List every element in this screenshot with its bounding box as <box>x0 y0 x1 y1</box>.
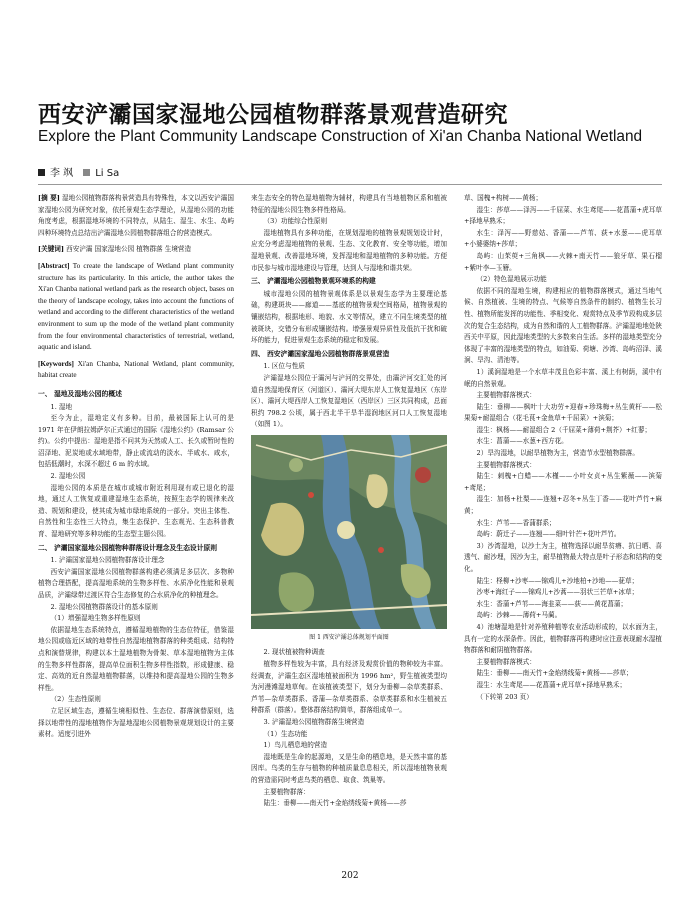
list-item: 岛屿：蔚迁子——连翘——细叶针芒+花叶芦竹。 <box>476 530 621 539</box>
paragraph: 陆生：垂柳——南天竹+金焰绣线菊+黄杨——莎 <box>263 799 407 808</box>
abstract-block <box>38 193 234 382</box>
list-item: 陆生：柽柳+沙枣——锦鸡儿+沙地柏+沙地——莸草； <box>476 576 639 585</box>
list-item: 水生：芦苇——香蒲群系； <box>476 518 556 527</box>
column-3 <box>464 193 662 703</box>
subheading: 主要植物群落模式： <box>476 657 536 666</box>
subheading: 2. 湿地公园 <box>50 472 86 481</box>
section-heading: 四、 西安浐灞国家湿地公园植物群落景观营造 <box>251 349 390 358</box>
list-item: 湿生：莎草——泽泻——千屈菜、水生鸢尾——花菖蒲+虎耳草+择地早熟禾； <box>464 205 662 226</box>
subheading: 1. 区位与性质 <box>263 362 305 371</box>
paragraph: 城市湿地公园的植物景观体系是以景观生态学为主要理论基础，构建斑块——廊道——基底的植物景观空间格局，植物景观的镶嵌结构，根据地形、地貌、水文等情况，建立不同生境类型的植被斑块，交错分布形成镶嵌结构。增强景观异质性及低抗干扰和破坏的能力，促进景观生态系统的稳定和发展。 <box>251 289 447 345</box>
figure-caption: 图 1 西安浐灞总体规划平面图 <box>309 633 389 641</box>
subheading: 1）鸟儿栖息地的营造 <box>263 741 328 750</box>
subheading: 1. 浐灞国家湿地公园植物群落设计理念 <box>50 556 165 565</box>
park-plan-map <box>251 435 447 629</box>
section-heading: 一、 湿地及湿地公园的概述 <box>38 389 122 398</box>
subheading: （2）生态性原则 <box>50 695 101 704</box>
abstract-cn: 湿地公园植物群落构景营造具有特殊性，本文以西安浐灞国家湿地公园为研究对象，依托景观生态学理论，从湿地公园的功能角度考虑，根据湿地环境的不同特点，从陆生、湿生、水生、岛屿四种环境特点总结出浐灞湿地公园植物群落组合的营造模式。 <box>38 194 234 237</box>
list-item: 湿生：枫杨——耐湿组合 2（千屈菜+薄荷+荆芥）+红蓼； <box>476 425 652 434</box>
paragraph: 来生态安全的特色湿地植物为辅材，构建具有当地植物区系和植被特征的湿地公园生物多样性格局。 <box>251 194 447 214</box>
paragraph: 立足区域生态，遵循生境相似性、生态位、群落演替原则，选择以地带性的湿地植物作为湿地湿地公园植物景观规划设计的主要素材。适度引进外 <box>38 706 234 739</box>
authors <box>38 164 119 179</box>
author-en: Li Sa <box>95 168 120 179</box>
subheading: （3）功能综合性原则 <box>263 217 328 226</box>
author-cn: 李 飒 <box>50 168 74 179</box>
paragraph: 浐灞湿地公园位于灞河与浐河的交界处，由灞浐河交汇处的河道自然湿地保育区（河道区）、灞河大堤东岸人工恢复湿地区（东岸区）、灞河大堤西岸人工恢复湿地区（西岸区）三区共同构成，总面积约 798.2 公顷，属于西北半干旱半湿润地区河口人工恢复湿地（如图 1）。 <box>251 373 447 429</box>
continued-note: （下转第 203 页） <box>476 692 533 701</box>
subheading: （2）特色湿地展示功能 <box>476 275 547 284</box>
section-heading: 三、 浐灞湿地公园植物景观环境系的构建 <box>251 277 376 286</box>
list-item: 岛屿：沙棘——薄荷+马蔺。 <box>476 611 562 620</box>
column-2 <box>251 193 447 810</box>
paragraph: 4）池塘湿地是针对养殖种植等农业活动形成的，以水面为主，具有一定的水深条件。因此，植物群落再构建时应注意表现耐水湿植物群落和耐阴植物群落。 <box>464 622 662 655</box>
paragraph: 1）溪涧湿地是一个水草丰茂且色彩丰富、溪上有树荫，溪中有岷的自然景观。 <box>464 367 662 388</box>
paragraph: 2）旱沟湿地，以耐旱植物为主，营造节水型植物群落。 <box>476 449 639 458</box>
abstract-en-label: [Abstract] <box>38 261 70 270</box>
title-english: Explore the Plant Community Landscape Construction of Xi'an Chanba National Wetland <box>38 128 643 145</box>
list-item: 湿生：加杨+杜梨——连翘+忍冬+丛生丁香——花叶芦竹+麻黄； <box>464 495 662 516</box>
paragraph: 依据湿地生态系统特点，遵循湿地植物的生态位特征，借鉴湿地公园或临近区域的地带性自然湿地植物群落的种类组成、结构特点和演替规律，构建以本土湿地植物为骨架、草本湿地植物为主体的生物多样性群落，提高单位面积生物多样性指数，形成健康、稳定、高效的近自然湿地植物群落，以维持和提高湿地公园的生物多样性。 <box>38 625 234 692</box>
paragraph: 3）沙湾湿地，以沙土为主，植物选择以耐旱贫瘠、抗日晒、喜透气、耐沙埋，因沙为主，耐旱植物最大特点是叶子形态和结构的变化。 <box>464 541 662 573</box>
header-rule <box>38 184 662 185</box>
abstract-en: To create the landscape of Wetland plant community structure has its particularity. In this article, the author takes the Xi'an Chanba national wetland park as the research object, bases on the theory of landscape ecology, takes into account the functions of wetland and according to the different characteristics of the wetland environment to sum up the mode of the wetland plant community from the four environmental characteristics of terrestrial, wetland, aquatic and island. <box>38 261 234 352</box>
list-item: 水生：香蒲+芦苇——海韭菜——荻——黄花菖蒲； <box>476 599 628 608</box>
list-item: 岛屿：山茱萸+三角枫——火棘+南天竹——狼牙草、果石榴+紫叶李—玉簪。 <box>464 251 662 272</box>
list-item: 陆生：刺槐+白蜡——木槿——小叶女贞+丛生紫薇——滨菊+鸢尾； <box>464 472 662 492</box>
keywords-cn-label: [关键词] <box>38 245 65 254</box>
subheading: 3. 浐灞湿地公园植物群落生境营造 <box>263 718 365 727</box>
subheading: （1）增强湿地生物多样性原则 <box>50 614 141 623</box>
subheading: 2. 湿地公园植物群落设计的基本原则 <box>50 602 158 611</box>
subheading: 1. 湿地 <box>50 402 73 411</box>
paragraph: 湿地公园的本质是在城市或城市附近利用现有或已退化的湿地，通过人工恢复或重建湿地生态系统，按照生态学的规律来改造、规划和建设，使其成为城市绿地系统的一部分。突出主体性、自然性和生态性三大特点，集生态保护、生态观光、生态科普教育、湿地研究等多种功能的生态型主题公园。 <box>38 483 234 539</box>
list-item: 沙枣+海红子——锦鸡儿+沙蒿——羽状三芒草+冰草； <box>476 588 639 597</box>
master-plan-figure <box>251 435 447 629</box>
keywords-en-label: [Keywords] <box>38 359 74 368</box>
subheading: 主要植物群落模式： <box>476 460 536 469</box>
subheading: 主要植物群落： <box>263 787 310 796</box>
list-item: 陆生：垂柳——南天竹+金焰绣线菊+黄杨——莎草； <box>476 669 633 678</box>
title-chinese: 西安浐灞国家湿地公园植物群落景观营造研究 <box>38 102 508 128</box>
list-item: 水生：菖蒲——水葱+西方花。 <box>476 437 568 446</box>
square-bullet-icon <box>38 169 45 176</box>
keywords-en: Xi'an Chanba, National Wetland, plant community, habitat create <box>38 359 234 380</box>
paragraph: 依据不同的湿地生境，构建相应的植物群落模式，通过当地气候、自然植被、生境的特点、气候等自然条件的制约、植物生长习性、植物所能发挥的功能性、季相变化、观赏特点及季节段构成多层次的复合生态结构，成为自然和谐的人工植物群落。浐灞湿地地处陕西关中平原，因此湿地类型的大多数来自生活。多样的湿地类型充分体现了丰富的湿地类型的特点，如油菊、荷塘、沙湾、岛屿沼泽、溪涧、旱沟、清池等。 <box>464 286 662 365</box>
paragraph: 湿地既是生命的起源地，又是生命的栖息地，是天然丰富的基因库。鸟类的生存与植物的种植质量息息相关，所以湿地植物景观的营造需同时考虑鸟类的栖息、取食、筑巢等。 <box>251 752 447 784</box>
page-number: 202 <box>341 871 359 881</box>
paragraph: 湿地植物具有多种功能，在规划湿地的植物景观规划设计时，应充分考虑湿地植物的景观、生态、文化教育、安全等功能，增加湿地景观、改善湿地环境，发挥湿地和湿地植物的多种功能。方便市民参与城市湿地建设与管理，达到人与湿地和谐共荣。 <box>251 228 447 272</box>
section-heading: 二、 浐灞国家湿地公园植物种群落设计理念及生态设计原则 <box>38 543 218 552</box>
abstract-cn-label: [摘 要] <box>38 194 60 202</box>
square-bullet-icon <box>83 169 90 176</box>
subheading: 主要植物群落模式： <box>476 391 536 400</box>
paragraph: 至今为止，湿地定义有多种。目前，最被国际上认可的是 1971 年在伊朗拉姆萨尔正式通过的国际《湿地公约》(Ramsar 公约)。公约中提出：湿地是指不问其为天然或人工、长久或暂时性的沼泽地、泥炭地或水域地带，静止或流动的淡水、半咸水、咸水，包括低潮时，水深不超过 6 m 的水域。 <box>38 414 234 469</box>
subheading: 2. 现状植被物种调查 <box>263 648 325 657</box>
keywords-cn: 西安浐灞 国家湿地公园 植物群落 生境营造 <box>66 245 192 254</box>
paragraph: 西安浐灞国家湿地公园植物群落构建必须满足多层次、多物种植物合理搭配，提高湿地系统的生物多样性、水质净化性能和景观品质，浐灞绿带过渡区符合生态修复的合水质净化的种植理念。 <box>38 567 234 599</box>
column-1 <box>38 193 234 741</box>
paragraph: 植物多样性较为丰富，具有经济及观赏价值的物种较为丰富。经调查，浐灞生态区湿地植被面积为 1996 hm²，野生植被类型均为河漫滩湿地草甸。在该植被类型下，划分为垂柳—杂草类群系、芦苇—杂草类群系、香蒲—杂草类群系、杂草类群系和水生植被五种群系（群落）。整体群落结构简单，群落组成单一。 <box>251 660 447 715</box>
list-item: 草、国槐+构树——黄杨； <box>464 194 543 202</box>
list-item: 水生：泽泻——野慈姑、香蒲——芦苇、荻+水葱——虎耳草+小婆婆纳+莎草； <box>464 228 662 249</box>
list-item: 陆生：垂柳——枫叶十大功劳+迎春+珍珠梅+丛生黄杆——松果菊+耐湿组合（花毛茛+金鱼草+千屈菜）+滨菊； <box>464 402 662 423</box>
list-item: 湿生：水生鸢尾——花菖蒲+虎耳草+择地早熟禾； <box>476 680 627 689</box>
subheading: （1）生态功能 <box>263 729 308 738</box>
